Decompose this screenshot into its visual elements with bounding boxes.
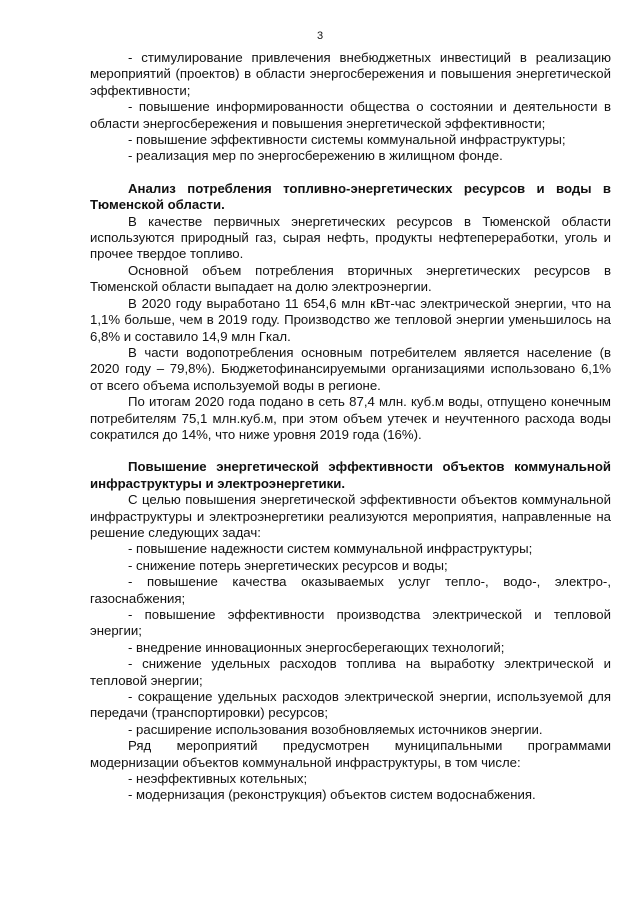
intro-list-item: - стимулирование привлечения внебюджетных инвестиций в реализацию мероприятий (проектов) в области энергосбережения и повышения энергетической эффективности; [90,50,611,98]
spacer [90,443,611,459]
program-list-item: - модернизация (реконструкция) объектов систем водоснабжения. [128,787,536,803]
task-list-item: - повышение эффективности производства электрической и тепловой энергии; [90,607,611,639]
task-list-item: - внедрение инновационных энергосберегающих технологий; [128,639,505,655]
task-list-item: - снижение потерь энергетических ресурсов и воды; [128,557,448,573]
document-body [90,50,611,804]
task-list-item: - сокращение удельных расходов электрической энергии, используемой для передачи (транспортировки) ресурсов; [90,689,611,721]
intro-list-item: - повышение эффективности системы коммунальной инфраструктуры; [128,132,566,148]
paragraph: По итогам 2020 года подано в сеть 87,4 млн. куб.м воды, отпущено конечным потребителям 75,1 млн.куб.м, при этом объем утечек и неучтенного расхода воды сократился до 14%, что ниже уровня 2019 года (16%). [90,394,611,442]
paragraph: В качестве первичных энергетических ресурсов в Тюменской области используются природный газ, сырая нефть, продукты нефтепереработки, уголь и прочее твердое топливо. [90,213,611,262]
intro-list-item: - повышение информированности общества о состоянии и деятельности в области энергосбережения и повышения энергетической эффективности; [90,99,611,131]
paragraph: Ряд мероприятий предусмотрен муниципальными программами модернизации объектов коммунальной инфраструктуры, в том числе: [90,738,611,770]
page-number: 3 [316,30,324,42]
paragraph: Основной объем потребления вторичных энергетических ресурсов в Тюменской области выпадает на долю электроэнергии. [90,262,611,295]
task-list-item: - повышение качества оказываемых услуг тепло-, водо-, электро-, газоснабжения; [90,574,611,606]
spacer [90,165,611,181]
paragraph: С целью повышения энергетической эффективности объектов коммунальной инфраструктуры и электроэнергетики реализуются мероприятия, направленные на решение следующих задач: [90,492,611,540]
task-list-item: - повышение надежности систем коммунальной инфраструктуры; [128,541,533,557]
section-heading-efficiency: Повышение энергетической эффективности объектов коммунальной инфраструктуры и электроэнергетики. [90,459,611,491]
intro-list-item: - реализация мер по энергосбережению в жилищном фонде. [128,148,503,164]
task-list-item: - расширение использования возобновляемых источников энергии. [128,721,543,737]
section-heading-analysis: Анализ потребления топливно-энергетических ресурсов и воды в Тюменской области. [90,180,611,213]
paragraph: В 2020 году выработано 11 654,6 млн кВт-час электрической энергии, что на 1,1% больше, чем в 2019 году. Производство же тепловой энергии уменьшилось на 6,8% и составило 14,9 млн Гкал. [90,295,611,344]
paragraph: В части водопотребления основным потребителем является население (в 2020 году – 79,8%). Бюджетофинансируемыми организациями использовано 6,1% от всего объема используемой воды в регионе. [90,344,611,393]
task-list-item: - снижение удельных расходов топлива на выработку электрической и тепловой энергии; [90,656,611,688]
program-list-item: - неэффективных котельных; [128,771,308,787]
